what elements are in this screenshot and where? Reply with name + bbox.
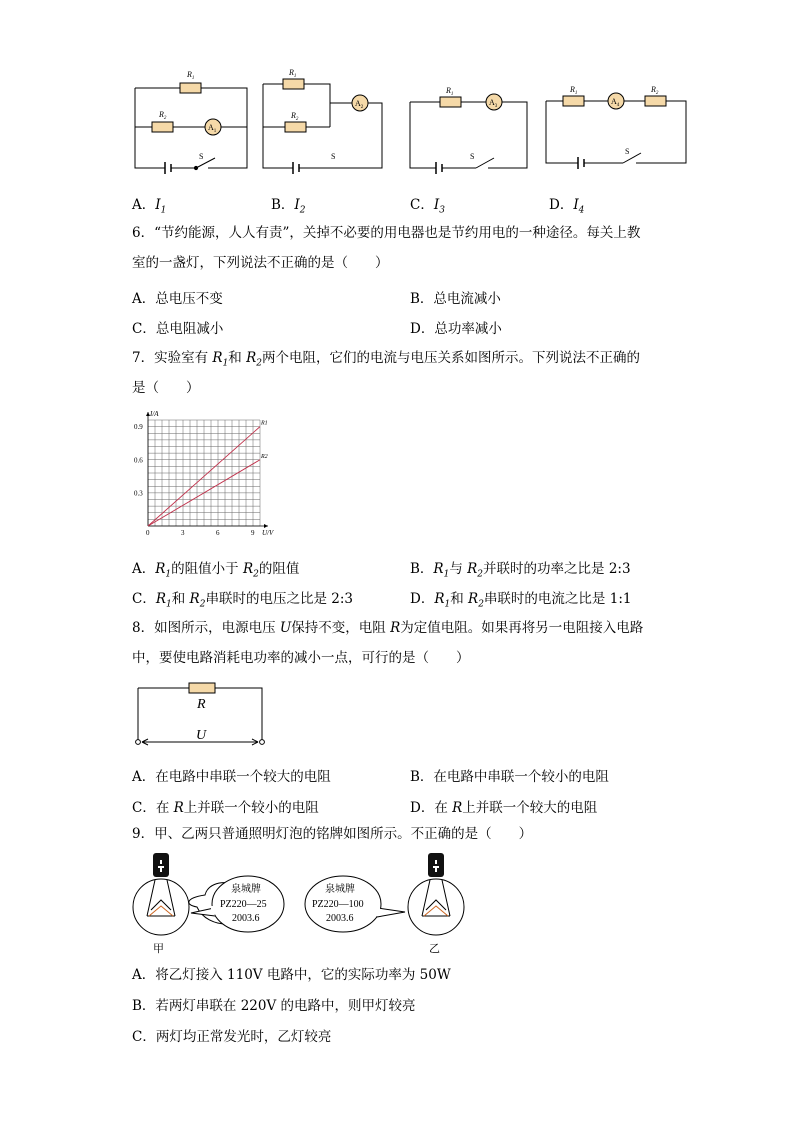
opt-text: 与 bbox=[449, 561, 468, 577]
var-sub: 2 bbox=[477, 569, 484, 580]
label-r2-b: $R_2$ bbox=[291, 111, 299, 122]
bulb-left-brand: 泉城牌 bbox=[231, 884, 261, 895]
opt-text: 串联时的电流之比是 1:1 bbox=[483, 591, 632, 607]
bulb-left-model: PZ220—25 bbox=[220, 899, 267, 910]
q9-option-b[interactable]: B．若两灯串联在 220V 的电路中，则甲灯较亮 bbox=[132, 998, 416, 1014]
var-r: R bbox=[189, 591, 200, 607]
label-s-a: S bbox=[199, 152, 204, 161]
var-u: U bbox=[279, 620, 292, 636]
option-var: I bbox=[155, 197, 161, 213]
q9-option-a[interactable]: A．将乙灯接入 110V 电路中，它的实际功率为 50W bbox=[132, 967, 451, 983]
q9-bulbs-figure bbox=[125, 850, 470, 955]
x-tick-label: 3 bbox=[181, 529, 185, 537]
y-tick-label: 0.9 bbox=[134, 423, 143, 432]
var-r: R bbox=[390, 620, 401, 636]
var-r: R bbox=[242, 561, 254, 577]
q5-circuits bbox=[0, 55, 794, 185]
option-sub: 4 bbox=[578, 205, 585, 216]
var-sub: 1 bbox=[165, 569, 172, 580]
chart-axes bbox=[146, 412, 268, 528]
x-tick-label: 6 bbox=[216, 529, 220, 537]
q7-option-d[interactable] bbox=[410, 587, 631, 610]
option-var: I bbox=[433, 197, 440, 213]
x-axis-label: U/V bbox=[262, 529, 274, 537]
option-sub: 1 bbox=[160, 205, 167, 216]
option-letter: A． bbox=[132, 197, 156, 213]
q7-stem-line1 bbox=[132, 348, 640, 374]
q8-circuit bbox=[125, 678, 275, 750]
var-sub: 1 bbox=[222, 358, 229, 369]
var-r: R bbox=[467, 561, 478, 577]
var-sub: 1 bbox=[166, 599, 172, 610]
stem-text: 和 bbox=[228, 350, 247, 366]
q7-stem-line2: 是（ ） bbox=[132, 380, 200, 396]
q6-stem-line1: 6．“节约能源，人人有责”，关掉不必要的用电器也是节约用电的一种途径。每关上教 bbox=[132, 225, 641, 241]
label-a2: $A_2$ bbox=[355, 99, 364, 110]
var-sub: 2 bbox=[199, 599, 206, 610]
circuit-c bbox=[410, 94, 527, 174]
opt-text: 和 bbox=[171, 591, 190, 607]
label-s-b: S bbox=[331, 152, 336, 161]
var-r: R bbox=[155, 591, 167, 607]
opt-text: C．在 bbox=[132, 800, 174, 816]
var-r: R bbox=[212, 350, 223, 366]
q6-option-d[interactable]: D．总功率减小 bbox=[410, 321, 502, 337]
var-r: R bbox=[173, 800, 184, 816]
fig-label-u: U bbox=[196, 728, 207, 743]
bulb-left-date: 2003.6 bbox=[232, 913, 260, 924]
fig-label-r: R bbox=[197, 697, 206, 712]
var-sub: 1 bbox=[443, 569, 450, 580]
opt-text: C． bbox=[132, 591, 156, 607]
q8-option-c[interactable] bbox=[132, 796, 319, 816]
x-tick-label: 9 bbox=[251, 529, 255, 537]
series-label-r2: R2 bbox=[261, 453, 268, 460]
option-letter: B． bbox=[271, 197, 295, 213]
q6-option-c[interactable]: C．总电阻减小 bbox=[132, 321, 224, 337]
label-s-d: S bbox=[625, 147, 630, 156]
var-sub: 2 bbox=[253, 569, 259, 580]
q5-option-c[interactable] bbox=[410, 193, 445, 216]
y-axis-label: I/A bbox=[150, 410, 159, 418]
stem-text: 7．实验室有 bbox=[132, 350, 213, 366]
series-label-r1: R1 bbox=[261, 420, 268, 427]
q7-option-a[interactable] bbox=[132, 557, 299, 580]
q7-option-b[interactable] bbox=[410, 557, 631, 580]
bulb-left-label: 甲 bbox=[153, 943, 164, 955]
q5-option-a[interactable] bbox=[132, 193, 166, 216]
var-r: R bbox=[246, 350, 257, 366]
bulb-right-icon bbox=[408, 853, 464, 935]
opt-text: 并联时的功率之比是 2:3 bbox=[483, 561, 631, 577]
option-letter: D． bbox=[549, 197, 574, 213]
q9-stem: 9．甲、乙两只普通照明灯泡的铭牌如图所示。不正确的是（ ） bbox=[132, 826, 533, 842]
q8-stem-line2: 中，要使电路消耗电功率的减小一点，可行的是（ ） bbox=[132, 650, 470, 666]
opt-text: 串联时的电压之比是 2:3 bbox=[205, 591, 353, 607]
circuit-a bbox=[135, 83, 247, 174]
label-a3: $A_3$ bbox=[489, 98, 498, 109]
q5-option-b[interactable] bbox=[271, 193, 306, 216]
opt-text: A． bbox=[132, 561, 156, 577]
opt-text: D． bbox=[410, 591, 435, 607]
q6-option-b[interactable]: B．总电流减小 bbox=[410, 291, 501, 307]
label-r2-d: $R_2$ bbox=[651, 85, 659, 96]
opt-text: 和 bbox=[450, 591, 469, 607]
bulb-left-icon bbox=[133, 853, 189, 935]
var-r: R bbox=[434, 591, 445, 607]
q6-option-a[interactable]: A．总电压不变 bbox=[132, 291, 223, 307]
label-r1-d: $R_1$ bbox=[570, 85, 578, 96]
var-r: R bbox=[452, 800, 463, 816]
y-tick-label: 0.3 bbox=[134, 489, 143, 498]
label-a1: $A_1$ bbox=[208, 123, 217, 134]
x-tick-label: 0 bbox=[146, 529, 150, 537]
q7-iu-chart bbox=[120, 405, 280, 545]
var-r: R bbox=[468, 591, 479, 607]
circuit-b bbox=[263, 79, 382, 174]
opt-text: B． bbox=[410, 561, 434, 577]
option-letter: C． bbox=[410, 197, 434, 213]
option-var: I bbox=[294, 197, 300, 213]
opt-text: 上并联一个较小的电阻 bbox=[183, 800, 319, 816]
label-r1-c: $R_1$ bbox=[446, 86, 454, 97]
var-sub: 1 bbox=[444, 599, 451, 610]
option-sub: 3 bbox=[439, 205, 445, 216]
label-r2-a: $R_2$ bbox=[159, 110, 167, 121]
opt-text: 上并联一个较大的电阻 bbox=[462, 800, 598, 816]
opt-text: D．在 bbox=[410, 800, 453, 816]
bulb-right-brand: 泉城牌 bbox=[325, 884, 355, 895]
label-a4: $A_4$ bbox=[611, 97, 620, 108]
label-s-c: S bbox=[470, 152, 475, 161]
option-var: I bbox=[573, 197, 579, 213]
stem-text: 两个电阻，它们的电流与电压关系如图所示。下列说法不正确的 bbox=[262, 350, 640, 366]
q8-stem-line1 bbox=[132, 618, 643, 638]
q6-stem-line2: 室的一盏灯，下列说法不正确的是（ ） bbox=[132, 255, 389, 271]
q8-option-b[interactable]: B．在电路中串联一个较小的电阻 bbox=[410, 769, 609, 785]
opt-text: 的阻值 bbox=[258, 561, 300, 577]
stem-text: 保持不变，电阻 bbox=[291, 620, 391, 636]
var-sub: 2 bbox=[478, 599, 484, 610]
q8-option-d[interactable] bbox=[410, 796, 597, 816]
label-r1-a: $R_1$ bbox=[187, 70, 195, 81]
option-sub: 2 bbox=[299, 205, 306, 216]
y-tick-label: 0.6 bbox=[134, 456, 143, 465]
bulb-right-model: PZ220—100 bbox=[312, 899, 364, 910]
bulb-right-date: 2003.6 bbox=[326, 913, 354, 924]
chart-grid bbox=[148, 420, 260, 526]
stem-text: 8．如图所示，电源电压 bbox=[132, 620, 280, 636]
var-r: R bbox=[433, 561, 444, 577]
var-r: R bbox=[155, 561, 166, 577]
opt-text: 的阻值小于 bbox=[171, 561, 243, 577]
q5-option-d[interactable] bbox=[549, 193, 584, 216]
label-r1-b: $R_1$ bbox=[289, 68, 297, 79]
q8-option-a[interactable]: A．在电路中串联一个较大的电阻 bbox=[132, 769, 331, 785]
q9-option-c[interactable]: C．两灯均正常发光时，乙灯较亮 bbox=[132, 1029, 332, 1045]
var-sub: 2 bbox=[256, 358, 262, 369]
bulb-right-label: 乙 bbox=[429, 943, 440, 955]
x-axis-arrow bbox=[264, 524, 268, 528]
stem-text: 为定值电阻。如果再将另一电阻接入电路 bbox=[400, 620, 644, 636]
q7-option-c[interactable] bbox=[132, 587, 353, 610]
